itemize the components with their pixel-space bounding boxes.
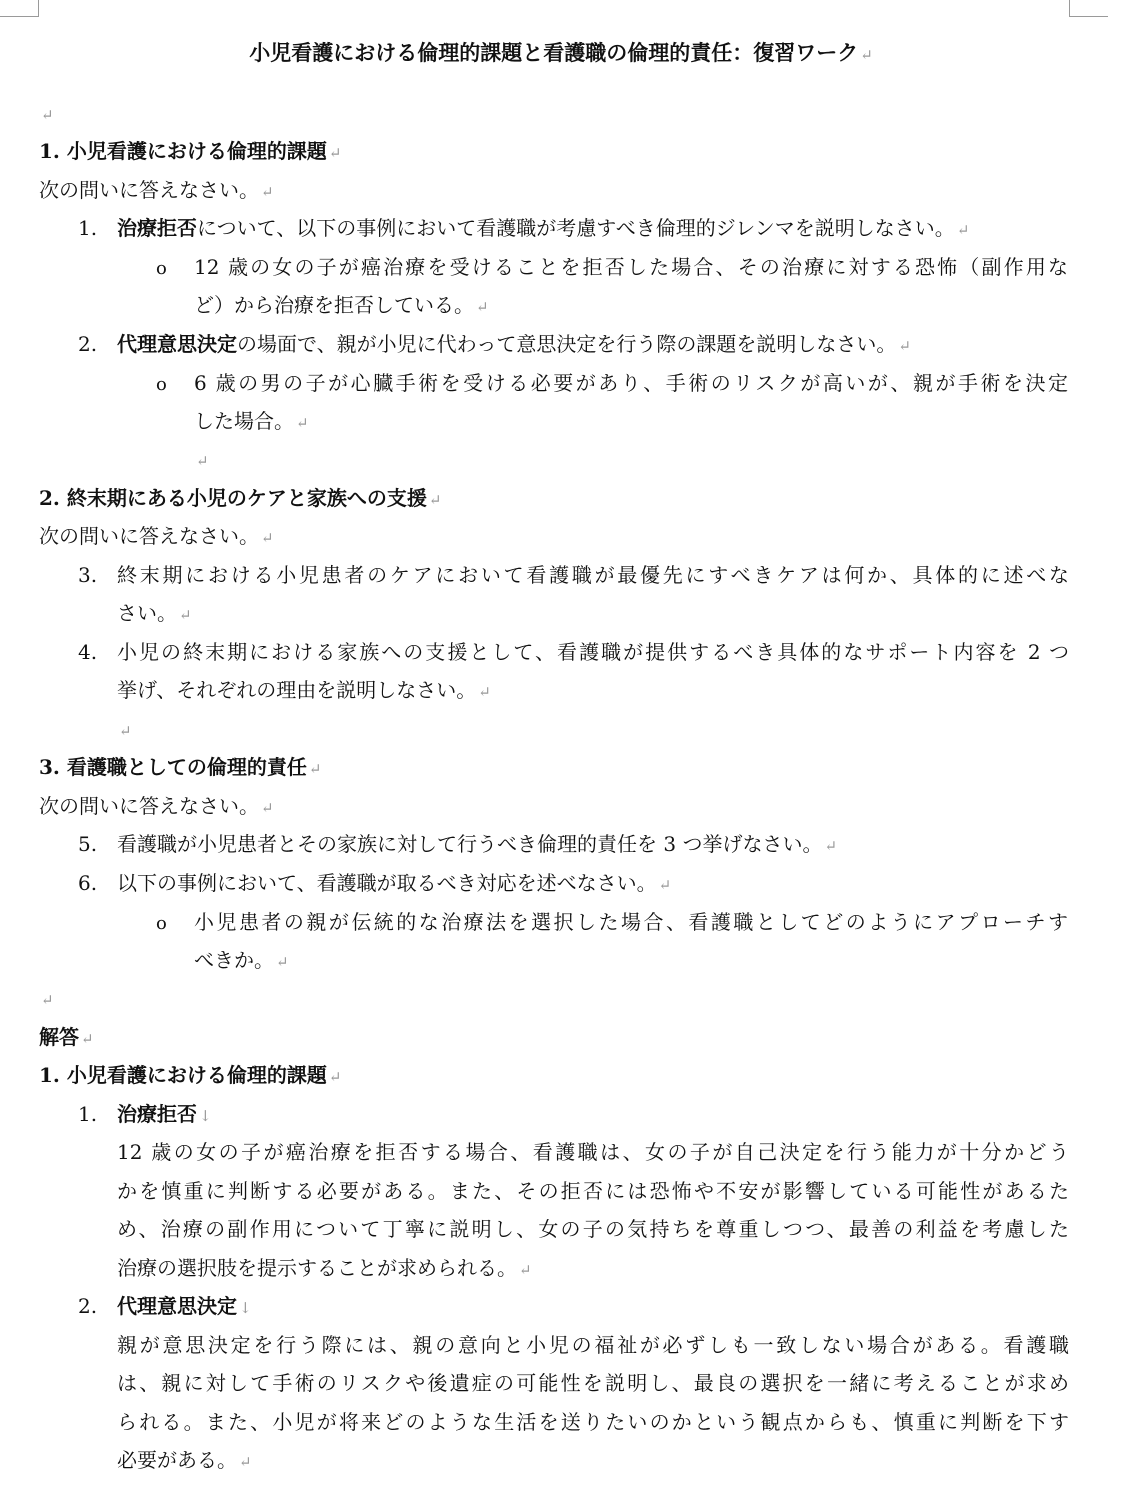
q1-term: 治療拒否 xyxy=(117,216,197,240)
a2-line-3: られる。また、小児が将来どのような生活を送りたいのかという観点からも、慎重に判断を下す xyxy=(117,1410,1069,1434)
empty-paragraph: ↵ xyxy=(119,722,132,740)
a1-line-4: 治療の選択肢を提示することが求められる。 ↵ xyxy=(117,1256,532,1280)
a1-number: 1. xyxy=(78,1102,98,1126)
q4-number: 4. xyxy=(78,640,98,664)
section-2-prompt: 次の問いに答えなさい。 ↵ xyxy=(39,524,274,548)
q2-term: 代理意思決定 xyxy=(117,332,237,356)
q2-case-line-1: 6 歳の男の子が心臓手術を受ける必要があり、手術のリスクが高いが、親が手術を決定 xyxy=(194,371,1068,395)
bullet-icon: o xyxy=(156,374,167,395)
q6-case-line-1: 小児患者の親が伝統的な治療法を選択した場合、看護職としてどのようにアプローチす xyxy=(194,910,1068,934)
a1-term: 治療拒否 ↓ xyxy=(117,1102,212,1126)
q2-number: 2. xyxy=(78,332,98,356)
q3-line-2: さい。 ↵ xyxy=(117,601,192,625)
q1-case-line-2: ど）から治療を拒否している。 ↵ xyxy=(194,293,489,317)
answers-section-1-heading: 1. 小児看護における倫理的課題 ↵ xyxy=(39,1063,342,1087)
q3-line-1: 終末期における小児患者のケアにおいて看護職が最優先にすべきケアは何か、具体的に述べな xyxy=(117,563,1069,587)
section-2-heading: 2. 終末期にある小児のケアと家族への支援 ↵ xyxy=(39,486,442,510)
q1-case-line-1: 12 歳の女の子が癌治療を受けることを拒否した場合、その治療に対する恐怖（副作用な xyxy=(194,255,1068,279)
q6-number: 6. xyxy=(78,871,98,895)
q6-line-1: 以下の事例において、看護職が取るべき対応を述べなさい。 ↵ xyxy=(117,871,672,895)
a2-line-2: は、親に対して手術のリスクや後遺症の可能性を説明し、最良の選択を一緒に考えることが求め xyxy=(117,1371,1069,1395)
crop-mark-right xyxy=(1069,0,1108,17)
a2-line-1: 親が意思決定を行う際には、親の意向と小児の福祉が必ずしも一致しない場合がある。看護職 xyxy=(117,1333,1069,1357)
q1-number: 1. xyxy=(78,216,98,240)
section-3-prompt: 次の問いに答えなさい。 ↵ xyxy=(39,794,274,818)
q2-text: 代理意思決定の場面で、親が小児に代わって意思決定を行う際の課題を説明しなさい。 ↵ xyxy=(117,332,911,356)
q5-line-1: 看護職が小児患者とその家族に対して行うべき倫理的責任を 3 つ挙げなさい。 ↵ xyxy=(117,832,838,856)
a2-term: 代理意思決定 ↓ xyxy=(117,1294,252,1318)
q6-case-line-2: べきか。 ↵ xyxy=(194,948,289,972)
empty-paragraph: ↵ xyxy=(41,106,54,124)
a2-number: 2. xyxy=(78,1294,98,1318)
q4-line-2: 挙げ、それぞれの理由を説明しなさい。 ↵ xyxy=(117,678,491,702)
a1-line-3: め、治療の副作用について丁寧に説明し、女の子の気持ちを尊重しつつ、最善の利益を考慮した xyxy=(117,1217,1069,1241)
q3-number: 3. xyxy=(78,563,98,587)
answers-heading: 解答 ↵ xyxy=(39,1025,94,1049)
section-3-heading: 3. 看護職としての倫理的責任 ↵ xyxy=(39,755,322,779)
empty-paragraph: ↵ xyxy=(41,991,54,1009)
crop-mark-left xyxy=(0,0,39,17)
q2-case-line-2: した場合。 ↵ xyxy=(194,409,309,433)
q1-text: 治療拒否について、以下の事例において看護職が考慮すべき倫理的ジレンマを説明しなさい。 ↵ xyxy=(117,216,970,240)
empty-paragraph: ↵ xyxy=(196,452,209,470)
bullet-icon: o xyxy=(156,913,167,934)
q4-line-1: 小児の終末期における家族への支援として、看護職が提供するべき具体的なサポート内容を 2 つ xyxy=(117,640,1069,664)
a1-line-2: かを慎重に判断する必要がある。また、その拒否には恐怖や不安が影響している可能性があるた xyxy=(117,1179,1069,1203)
section-1-heading: 1. 小児看護における倫理的課題 ↵ xyxy=(39,139,342,163)
a2-line-4: 必要がある。 ↵ xyxy=(117,1448,252,1472)
section-1-prompt: 次の問いに答えなさい。 ↵ xyxy=(39,178,274,202)
a1-line-1: 12 歳の女の子が癌治療を拒否する場合、看護職は、女の子が自己決定を行う能力が十分かどう xyxy=(117,1140,1069,1164)
bullet-icon: o xyxy=(156,258,167,279)
q5-number: 5. xyxy=(78,832,98,856)
document-title: 小児看護における倫理的課題と看護職の倫理的責任：復習ワーク ↵ xyxy=(249,40,873,65)
